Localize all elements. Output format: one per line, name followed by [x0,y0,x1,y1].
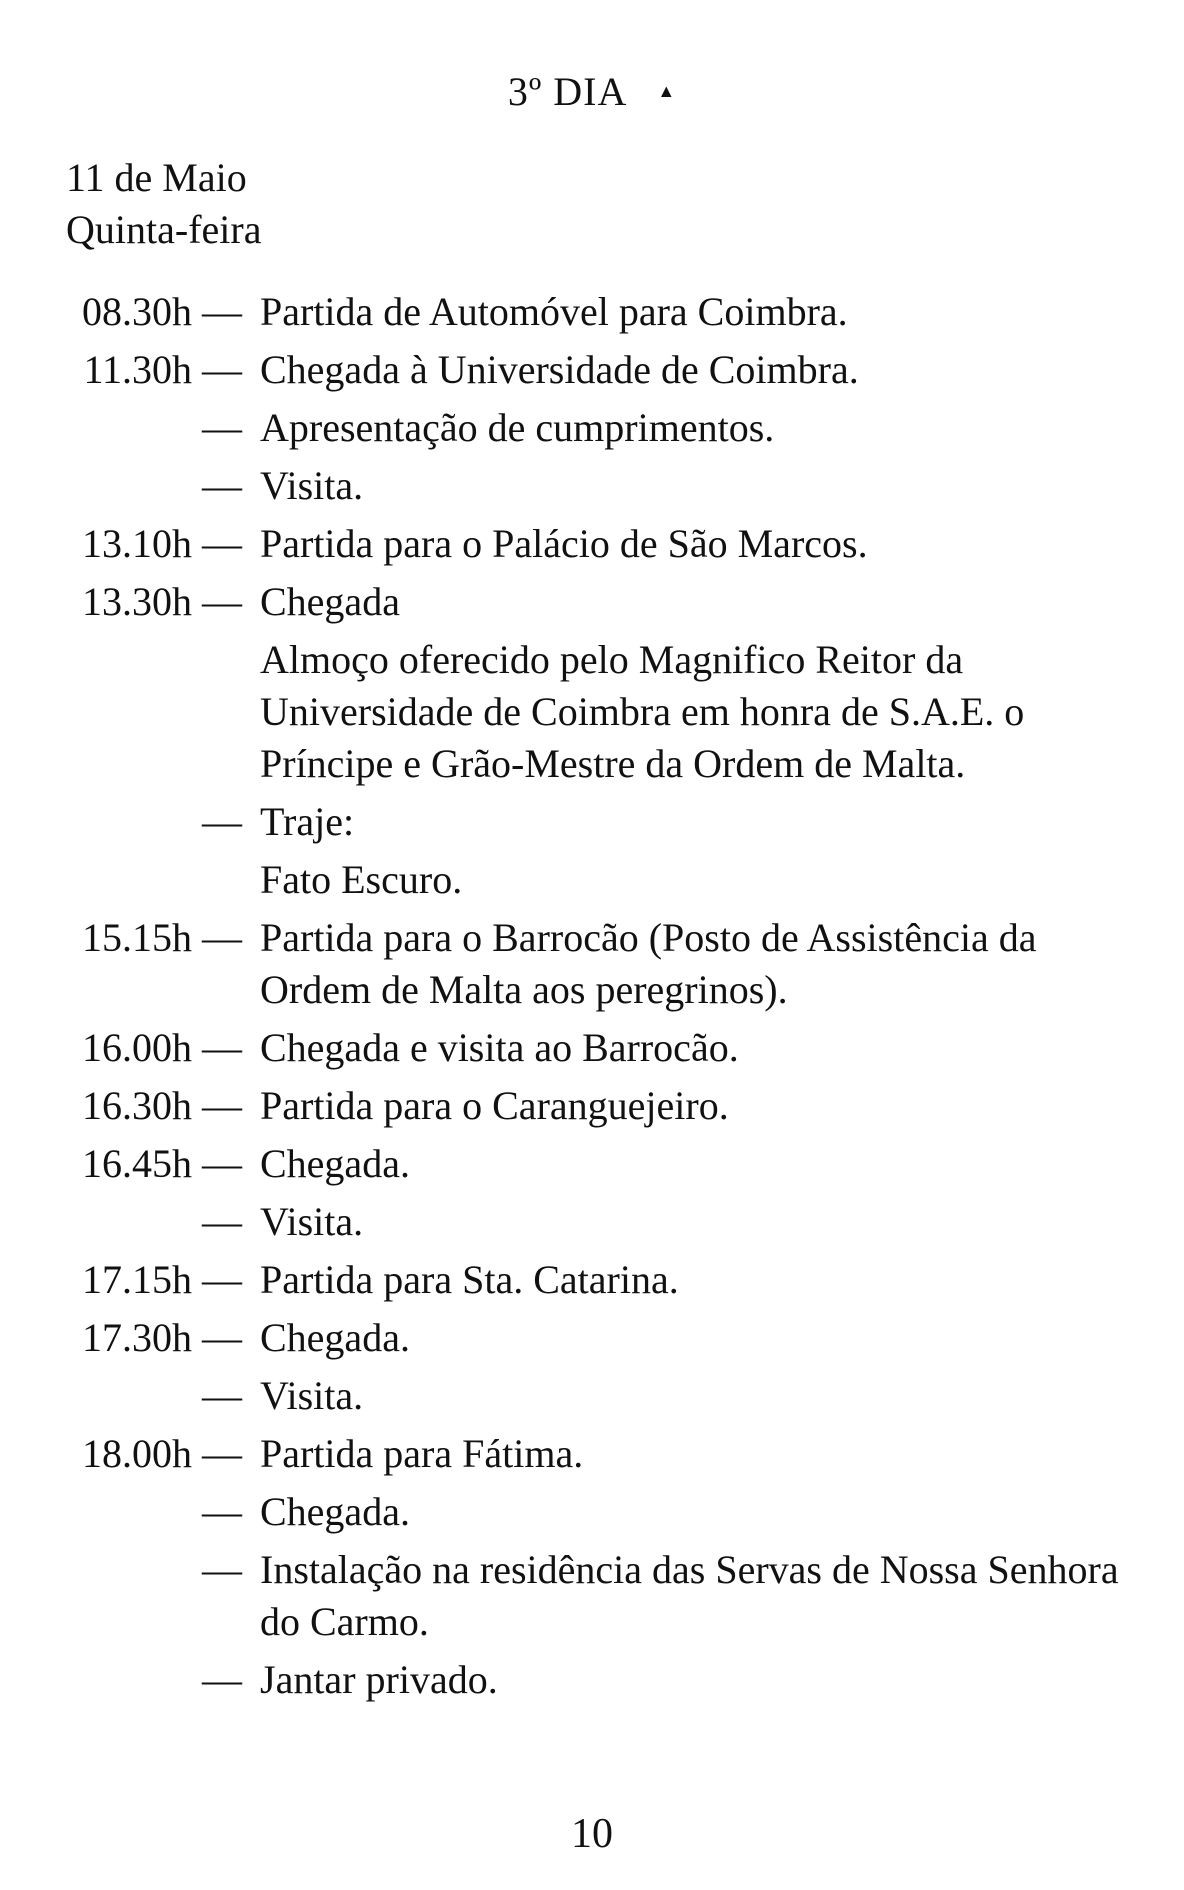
schedule-row [60,1428,1140,1480]
schedule-dash: — [202,1083,242,1128]
schedule-time: 16.45h [82,1141,192,1186]
schedule-row [60,1654,1140,1706]
schedule-time: 13.10h [82,521,192,566]
schedule-dash: — [202,1373,242,1418]
schedule-text: Chegada à Universidade de Coimbra. [260,347,859,392]
schedule-text: Instalação na residência das Servas de Nossa Senhora do Carmo. [260,1547,1119,1644]
page-number: 10 [571,1811,613,1857]
schedule-row [60,576,1140,628]
schedule-dash: — [202,289,242,334]
schedule-row [60,1022,1140,1074]
page-heading [0,68,1184,115]
schedule-text: Partida para Fátima. [260,1431,584,1476]
schedule-row [60,796,1140,848]
schedule-text: Partida de Automóvel para Coimbra. [260,289,848,334]
schedule-dash: — [202,1431,242,1476]
schedule-dash: — [202,1489,242,1534]
date-block [66,152,261,256]
schedule-text: Partida para Sta. Catarina. [260,1257,679,1302]
triangle-mark-icon: ▲ [657,81,677,102]
schedule-dash: — [202,521,242,566]
schedule-row [60,1138,1140,1190]
schedule-text: Chegada. [260,1141,410,1186]
schedule-time: 13.30h [82,579,192,624]
schedule-row [60,1312,1140,1364]
schedule-row [60,1080,1140,1132]
schedule-text: Chegada. [260,1315,410,1360]
schedule-row [60,344,1140,396]
schedule-dash: — [202,347,242,392]
schedule-text: Apresentação de cumprimentos. [260,405,775,450]
schedule-dash: — [202,463,242,508]
schedule-time: 16.30h [82,1083,192,1128]
schedule-text: Partida para o Palácio de São Marcos. [260,521,868,566]
schedule-row [60,1254,1140,1306]
schedule-text: Visita. [260,1199,364,1244]
day-title: 3º DIA [507,69,628,114]
schedule-dash: — [202,405,242,450]
schedule-text: Chegada [260,579,400,624]
schedule-text: Traje: [260,799,355,844]
schedule-text: Almoço oferecido pelo Magnifico Reitor da Universidade de Coimbra em honra de S.A.E. o Príncipe e Grão-Mestre da Ordem de Malta. [260,637,1025,786]
date-line: 11 de Maio [66,155,247,200]
schedule-time: 11.30h [83,347,192,392]
schedule-row [60,1196,1140,1248]
schedule-text: Chegada. [260,1489,410,1534]
schedule-text: Jantar privado. [260,1657,498,1702]
schedule-dash: — [202,1657,242,1702]
schedule-time: 18.00h [82,1431,192,1476]
schedule-time: 08.30h [82,289,192,334]
schedule-dash: — [202,1315,242,1360]
schedule-row [60,518,1140,570]
schedule-row [60,286,1140,338]
schedule-row [60,460,1140,512]
schedule-row [60,912,1140,1016]
schedule-row [60,402,1140,454]
schedule-row [60,854,1140,906]
schedule-row [60,1486,1140,1538]
schedule-text: Partida para o Barrocão (Posto de Assistência da Ordem de Malta aos peregrinos). [260,915,1037,1012]
schedule-dash: — [202,1257,242,1302]
schedule-dash: — [202,1025,242,1070]
schedule-time: 15.15h [82,915,192,960]
schedule-text: Fato Escuro. [260,857,463,902]
schedule-text: Visita. [260,1373,364,1418]
weekday-line: Quinta-feira [66,207,262,252]
schedule-time: 16.00h [82,1025,192,1070]
schedule-dash: — [202,915,242,960]
schedule-text: Chegada e visita ao Barrocão. [260,1025,739,1070]
schedule-text: Visita. [260,463,364,508]
schedule-row [60,1370,1140,1422]
schedule-row [60,634,1140,790]
schedule-text: Partida para o Caranguejeiro. [260,1083,729,1128]
schedule-time: 17.30h [82,1315,192,1360]
schedule-time: 17.15h [82,1257,192,1302]
schedule-list [60,286,1140,1712]
schedule-dash: — [202,579,242,624]
schedule-row [60,1544,1140,1648]
schedule-dash: — [202,1547,242,1592]
schedule-dash: — [202,799,242,844]
schedule-dash: — [202,1199,242,1244]
schedule-dash: — [202,1141,242,1186]
